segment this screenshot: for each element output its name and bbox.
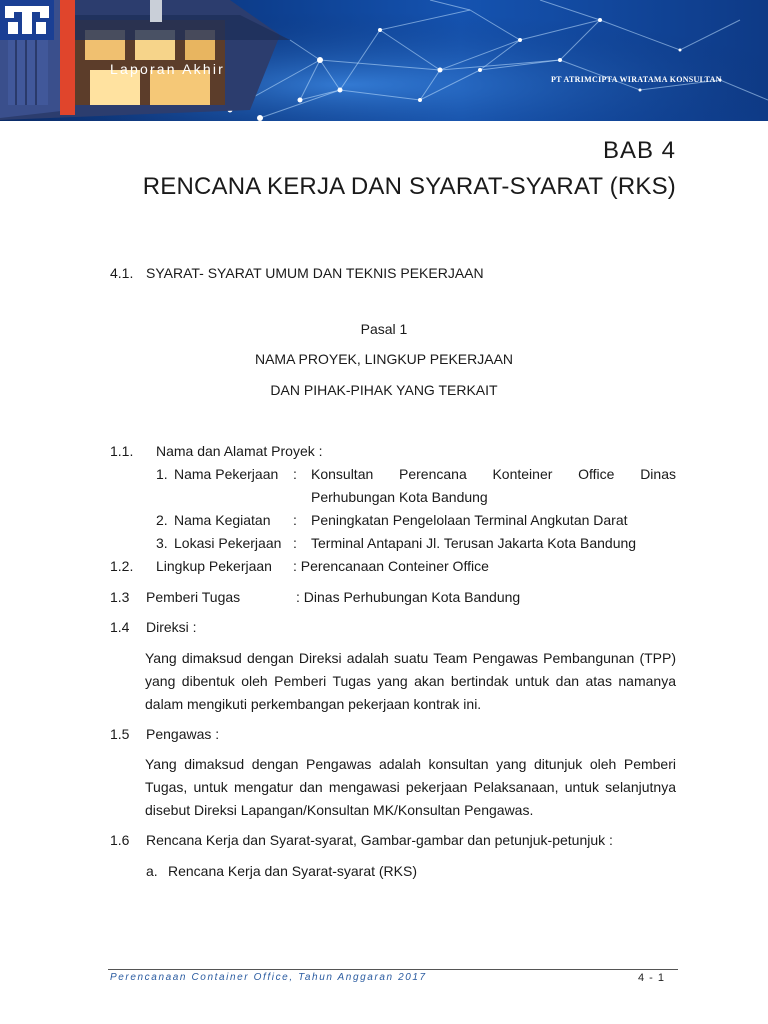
value-word: Konteiner	[492, 466, 553, 482]
company-name: PT ATRIMCIPTA WIRATAMA KONSULTAN	[551, 75, 722, 84]
pasal-title-line-2: DAN PIHAK-PIHAK YANG TERKAIT	[270, 382, 498, 398]
item-number: 1.6	[110, 832, 130, 848]
sub-item-number: 1.	[156, 466, 168, 482]
item-label: Pengawas :	[146, 726, 220, 742]
chapter-number: BAB 4	[602, 137, 676, 164]
item-label: Rencana Kerja dan Syarat-syarat, Gambar-gambar dan petunjuk-petunjuk :	[146, 832, 613, 848]
sub-item-number: 3.	[156, 535, 168, 551]
sub-item-colon: :	[293, 466, 297, 482]
section-title: SYARAT- SYARAT UMUM DAN TEKNIS PEKERJAAN	[146, 265, 484, 281]
page-number: 4 - 1	[637, 972, 665, 984]
sub-item-label: Nama Kegiatan	[174, 512, 271, 528]
item-label: Direksi :	[146, 619, 197, 635]
value-word: Office	[578, 466, 615, 482]
item-number: 1.1.	[110, 443, 134, 459]
sub-item-colon: :	[293, 535, 297, 551]
footer-divider	[108, 969, 678, 970]
sub-item-value-cont: Perhubungan Kota Bandung	[311, 489, 488, 505]
chapter-title: RENCANA KERJA DAN SYARAT-SYARAT (RKS)	[142, 173, 676, 200]
sub-item-label: Nama Pekerjaan	[174, 466, 279, 482]
company-logo-icon	[0, 0, 54, 40]
item-number: 1.2.	[110, 558, 134, 574]
pasal-label: Pasal 1	[360, 321, 408, 337]
item-label: Nama dan Alamat Proyek :	[156, 443, 323, 459]
item-value: : Perencanaan Conteiner Office	[293, 558, 489, 574]
item-paragraph: Yang dimaksud dengan Pengawas adalah konsultan yang ditunjuk oleh Pemberi Tugas, untuk mengatur dan mengawasi pekerjaan Pelaksanaan, untuk selanjutnya disebut Direksi Lapangan/Konsultan MK/Konsultan Pengawas.	[145, 756, 676, 818]
sub-item-value	[311, 463, 676, 486]
item-number: 1.5	[110, 726, 130, 742]
sub-item-value: Peningkatan Pengelolaan Terminal Angkutan Darat	[311, 512, 628, 528]
sub-item-number: 2.	[156, 512, 168, 528]
item-number: 1.3	[110, 589, 130, 605]
item-value: : Dinas Perhubungan Kota Bandung	[296, 589, 521, 605]
item-number: 1.4	[110, 619, 130, 635]
header-banner	[0, 0, 768, 121]
footer-text: Perencanaan Container Office, Tahun Anggaran 2017	[110, 972, 427, 983]
value-word: Dinas	[640, 466, 676, 482]
sub-item-number: a.	[146, 863, 158, 879]
sub-item-label: Lokasi Pekerjaan	[174, 535, 282, 551]
sub-item-label: Rencana Kerja dan Syarat-syarat (RKS)	[168, 863, 417, 879]
item-label: Pemberi Tugas	[146, 589, 241, 605]
value-word: Perencana	[399, 466, 467, 482]
sub-item-colon: :	[293, 512, 297, 528]
section-number: 4.1.	[110, 265, 134, 281]
value-word: Konsultan	[311, 466, 374, 482]
banner-title: Laporan Akhir	[110, 61, 225, 77]
item-paragraph: Yang dimaksud dengan Direksi adalah suatu Team Pengawas Pembangunan (TPP) yang dibentuk oleh Pemberi Tugas yang akan bertindak untuk dan atas namanya dalam mengikuti perkembangan pekerjaan kontrak ini.	[145, 650, 676, 712]
item-label: Lingkup Pekerjaan	[156, 558, 272, 574]
sub-item-value: Terminal Antapani Jl. Terusan Jakarta Kota Bandung	[311, 535, 637, 551]
pasal-title-line-1: NAMA PROYEK, LINGKUP PEKERJAAN	[254, 351, 514, 367]
